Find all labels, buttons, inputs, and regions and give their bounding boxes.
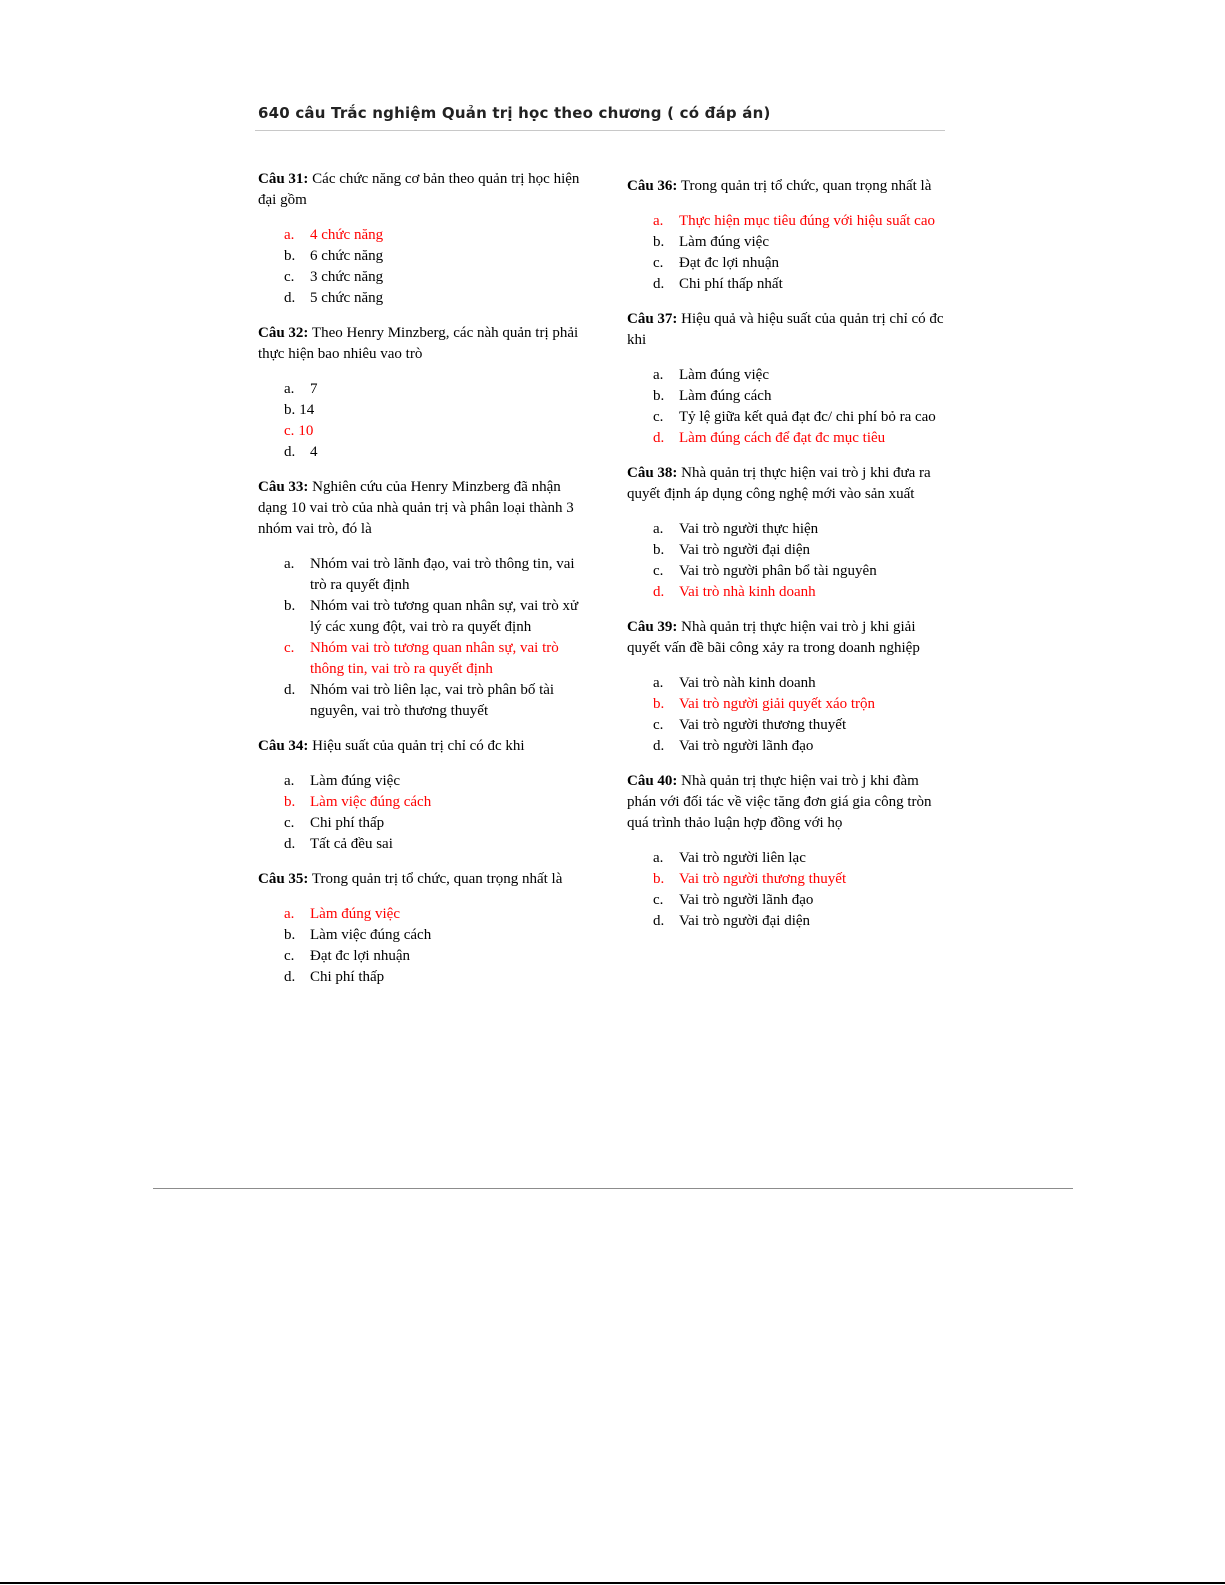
option-text: Làm đúng việc [679,367,769,383]
option-letter: b. [284,402,296,418]
question-prompt [258,477,588,540]
question-label: Câu 35: [258,871,309,887]
answer-option [284,596,588,638]
option-text: Thực hiện mục tiêu đúng với hiệu suất cao [679,213,935,229]
question-label: Câu 34: [258,738,309,754]
option-letter: d. [284,444,296,460]
option-letter: c. [653,717,664,733]
question-label: Câu 33: [258,479,309,495]
option-text: Làm việc đúng cách [310,927,432,943]
answer-options [284,225,588,309]
answer-option [653,519,945,540]
answer-option [284,554,588,596]
question-text: Trong quản trị tổ chức, quan trọng nhất là [680,178,932,194]
answer-option [653,540,945,561]
option-text: Vai trò nhà kinh doanh [679,584,816,600]
option-text: Làm việc đúng cách [310,794,432,810]
option-text: Nhóm vai trò liên lạc, vai trò phân bố tài nguyên, vai trò thương thuyết [310,682,555,719]
header-divider [255,130,945,131]
answer-option [653,407,945,428]
option-letter: a. [653,213,664,229]
answer-option-correct [284,421,588,442]
question-label: Câu 37: [627,311,678,327]
answer-option [653,274,945,295]
question-label: Câu 39: [627,619,678,635]
option-letter: c. [284,640,295,656]
page-title: 640 câu Trắc nghiệm Quản trị học theo chương ( có đáp án) [258,104,771,122]
option-letter: c. [284,423,295,439]
option-letter: b. [284,927,296,943]
option-text: 10 [298,423,314,439]
answer-option [653,386,945,407]
answer-option-correct [284,904,588,925]
option-letter: b. [284,598,296,614]
footer-divider [153,1188,1073,1189]
option-text: Đạt đc lợi nhuận [679,255,779,271]
question-label: Câu 36: [627,178,678,194]
question-prompt [258,869,588,890]
option-text: Vai trò người liên lạc [679,850,806,866]
answer-option [653,561,945,582]
question-text: Theo Henry Minzberg, các nàh quản trị phải thực hiện bao nhiêu vao trò [258,325,579,362]
answer-option [284,925,588,946]
question-block [258,477,588,722]
answer-options [653,365,945,449]
option-text: Làm đúng cách để đạt đc mục tiêu [679,430,886,446]
question-label: Câu 40: [627,773,678,789]
option-letter: b. [653,871,665,887]
option-text: Chi phí thấp nhất [679,276,783,292]
option-letter: c. [653,255,664,271]
option-letter: a. [653,675,664,691]
answer-options [284,379,588,463]
answer-option [653,365,945,386]
answer-option-correct [284,638,588,680]
option-letter: c. [284,269,295,285]
right-question-column [627,176,945,946]
option-letter: d. [284,290,296,306]
question-prompt [627,309,945,351]
answer-option [653,890,945,911]
option-letter: d. [653,276,665,292]
option-text: Vai trò nàh kinh doanh [679,675,816,691]
question-block [627,463,945,603]
answer-options [653,211,945,295]
option-text: Làm đúng cách [679,388,772,404]
answer-option [284,288,588,309]
option-text: Làm đúng việc [310,906,400,922]
option-letter: a. [284,773,295,789]
question-prompt [627,771,945,834]
option-letter: d. [653,584,665,600]
answer-option [284,267,588,288]
question-text: Nhà quản trị thực hiện vai trò j khi đưa ra quyết định áp dụng công nghệ mới vào sản xuất [627,465,931,502]
option-text: 3 chức năng [310,269,384,285]
question-text: Hiệu suất của quản trị chỉ có đc khi [312,738,525,754]
answer-options [653,848,945,932]
answer-option [653,253,945,274]
option-letter: a. [284,381,295,397]
answer-options [284,904,588,988]
option-text: Vai trò người thương thuyết [679,871,847,887]
answer-option-correct [653,694,945,715]
answer-option-correct [653,869,945,890]
option-text: Tất cả đều sai [310,836,393,852]
question-prompt [258,736,588,757]
option-text: 5 chức năng [310,290,384,306]
answer-option [653,232,945,253]
option-letter: a. [284,906,295,922]
option-letter: d. [284,836,296,852]
question-block [258,323,588,463]
answer-option [284,379,588,400]
answer-option [284,400,588,421]
option-text: Vai trò người phân bổ tài nguyên [679,563,877,579]
option-letter: a. [284,227,295,243]
answer-option [284,246,588,267]
option-letter: d. [653,738,665,754]
option-text: 6 chức năng [310,248,384,264]
option-letter: d. [284,682,296,698]
question-block [258,736,588,855]
option-text: Vai trò người lãnh đạo [679,892,814,908]
question-prompt [258,323,588,365]
option-letter: c. [284,815,295,831]
question-block [627,617,945,757]
question-text: Trong quản trị tổ chức, quan trọng nhất là [311,871,563,887]
option-text: Nhóm vai trò tương quan nhân sự, vai trò thông tin, vai trò ra quyết định [310,640,559,677]
answer-option-correct [653,428,945,449]
answer-option-correct [284,225,588,246]
question-prompt [627,617,945,659]
option-letter: b. [653,542,665,558]
answer-option [284,771,588,792]
option-letter: a. [284,556,295,572]
option-text: Vai trò người thương thuyết [679,717,847,733]
answer-option [653,848,945,869]
option-letter: d. [653,430,665,446]
answer-option [284,680,588,722]
question-block [258,869,588,988]
question-text: Nhà quản trị thực hiện vai trò j khi giải quyết vấn đề bãi công xảy ra trong doanh nghiệp [627,619,920,656]
option-letter: d. [653,913,665,929]
answer-option [653,673,945,694]
question-block [258,169,588,309]
option-text: Tỷ lệ giữa kết quả đạt đc/ chi phí bỏ ra cao [679,409,936,425]
answer-option-correct [653,582,945,603]
question-label: Câu 32: [258,325,309,341]
option-text: Chi phí thấp [310,815,385,831]
question-prompt [627,463,945,505]
answer-option [653,911,945,932]
option-text: Làm đúng việc [310,773,400,789]
option-text: Vai trò người lãnh đạo [679,738,814,754]
option-text: Nhóm vai trò lãnh đạo, vai trò thông tin, vai trò ra quyết định [310,556,575,593]
answer-options [284,771,588,855]
answer-option [284,967,588,988]
option-text: 7 [310,381,318,397]
option-text: 4 [310,444,318,460]
option-letter: b. [653,234,665,250]
answer-option [653,736,945,757]
option-letter: b. [653,696,665,712]
question-block [627,176,945,295]
option-letter: c. [653,409,664,425]
option-letter: c. [653,563,664,579]
answer-option [284,946,588,967]
question-block [627,771,945,932]
option-letter: a. [653,521,664,537]
option-text: Vai trò người đại diện [679,913,811,929]
question-prompt [258,169,588,211]
answer-options [284,554,588,722]
answer-option-correct [653,211,945,232]
question-prompt [627,176,945,197]
option-text: Nhóm vai trò tương quan nhân sự, vai trò xử lý các xung đột, vai trò ra quyết định [310,598,579,635]
option-text: Vai trò người thực hiện [679,521,819,537]
answer-option [284,813,588,834]
option-letter: b. [284,248,296,264]
option-letter: c. [653,892,664,908]
option-letter: c. [284,948,295,964]
question-text: Hiệu quả và hiệu suất của quản trị chỉ có đc khi [627,311,944,348]
answer-option [653,715,945,736]
left-question-column [258,169,588,1002]
option-letter: d. [284,969,296,985]
option-text: 14 [299,402,315,418]
question-label: Câu 31: [258,171,309,187]
option-text: 4 chức năng [310,227,384,243]
question-block [627,309,945,449]
question-text: Nhà quản trị thực hiện vai trò j khi đàm phán với đối tác về việc tăng đơn giá gia công tròn quá trình thảo luận hợp đồng với họ [627,773,932,831]
option-text: Vai trò người đại diện [679,542,811,558]
page-bottom-border [0,1582,1225,1584]
answer-option-correct [284,792,588,813]
question-label: Câu 38: [627,465,678,481]
option-letter: a. [653,850,664,866]
answer-option [284,442,588,463]
question-text: Các chức năng cơ bản theo quản trị học hiện đại gồm [258,171,580,208]
question-text: Nghiên cứu của Henry Minzberg đã nhận dạng 10 vai trò của nhà quản trị và phân loại thành 3 nhóm vai trò, đó là [258,479,574,537]
option-letter: b. [284,794,296,810]
option-letter: b. [653,388,665,404]
option-letter: a. [653,367,664,383]
answer-options [653,673,945,757]
option-text: Vai trò người giải quyết xáo trộn [679,696,876,712]
option-text: Đạt đc lợi nhuận [310,948,410,964]
option-text: Chi phí thấp [310,969,385,985]
answer-option [284,834,588,855]
option-text: Làm đúng việc [679,234,769,250]
answer-options [653,519,945,603]
